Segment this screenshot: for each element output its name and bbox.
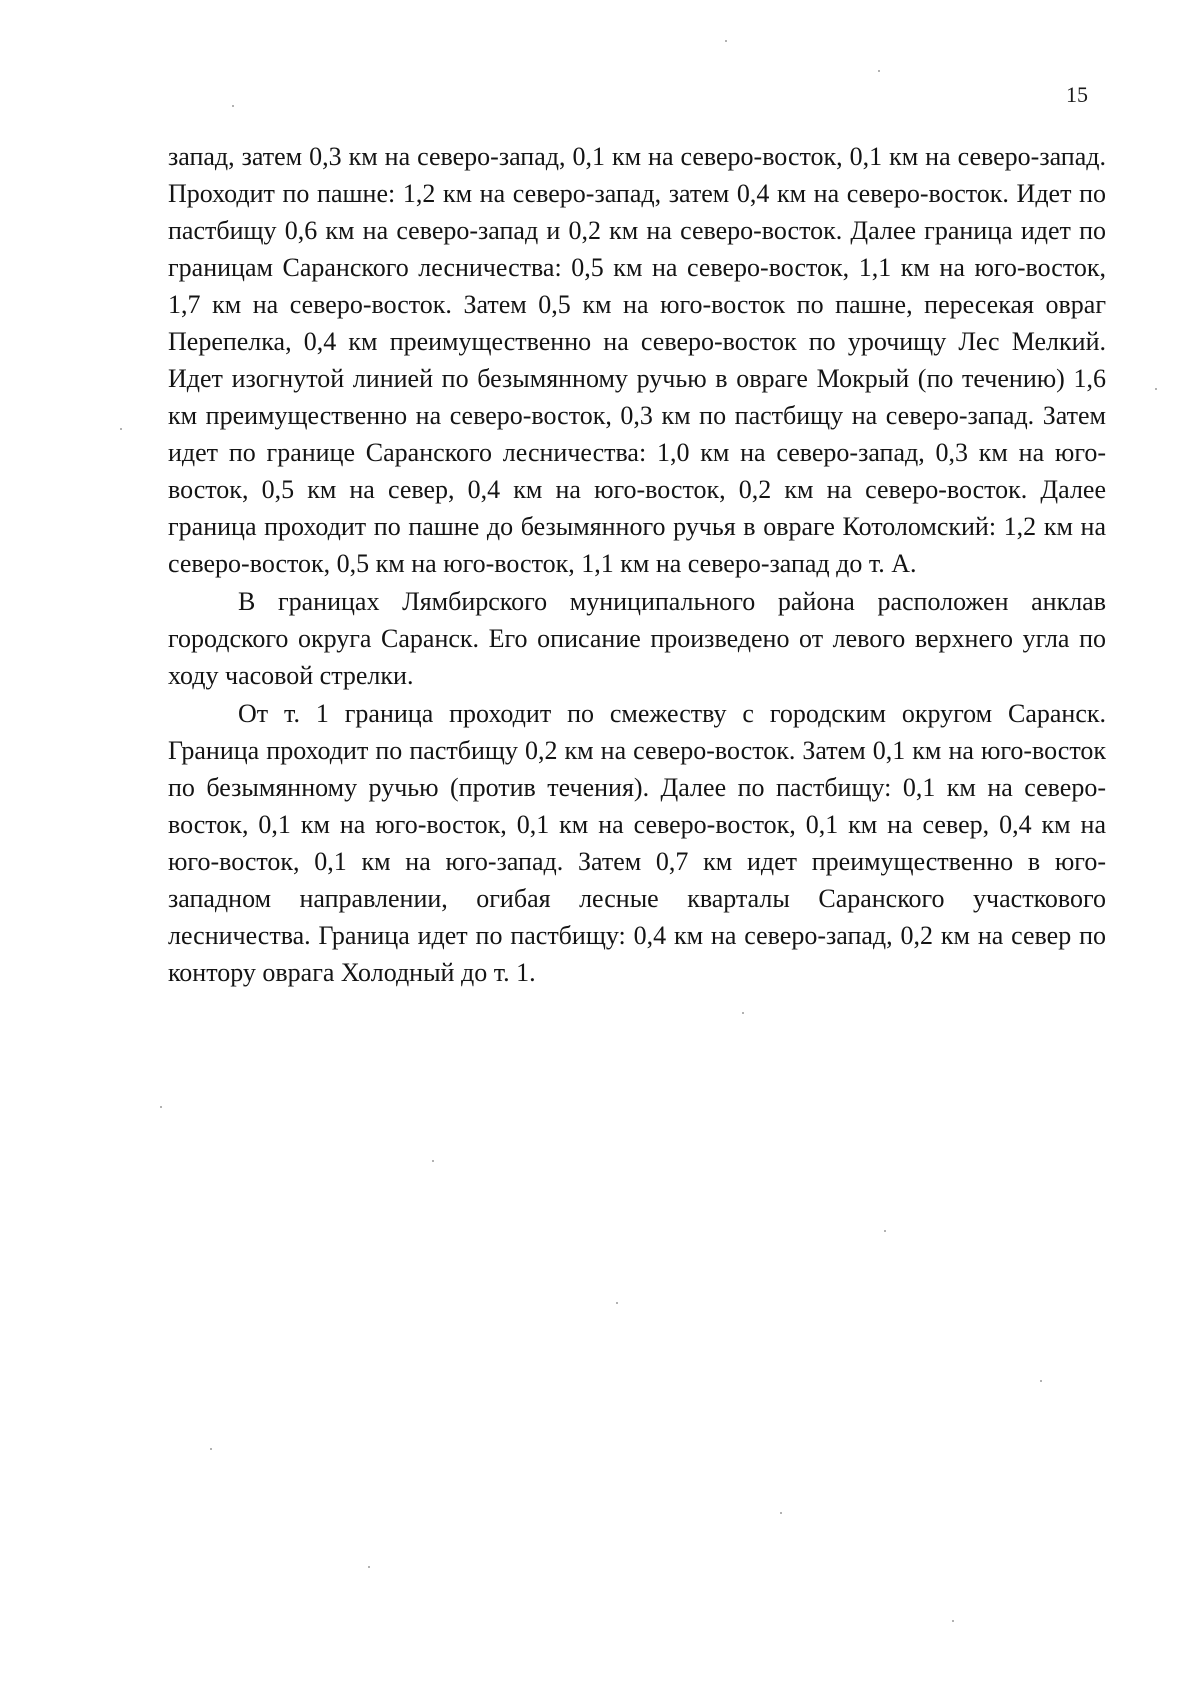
scan-speck — [120, 428, 122, 430]
scan-speck — [725, 40, 727, 42]
scan-speck — [742, 1012, 744, 1014]
document-body — [168, 138, 1106, 992]
scan-speck — [884, 1230, 886, 1232]
scan-speck — [160, 1106, 162, 1108]
paragraph-enclave-intro: В границах Лямбирского муниципального района расположен анклав городского округа Саранск. Его описание произведено от левого верхнего угла по ходу часовой стрелки. — [168, 587, 1106, 690]
page-number: 15 — [1066, 82, 1088, 107]
scan-speck — [210, 1448, 212, 1450]
scan-speck — [780, 1512, 782, 1514]
scan-speck — [616, 1302, 618, 1304]
scan-speck — [1155, 388, 1157, 390]
scan-speck — [432, 1160, 434, 1162]
paragraph-enclave-boundary: От т. 1 граница проходит по смежеству с городским округом Саранск. Граница проходит по пастбищу 0,2 км на северо-восток. Затем 0,1 км на юго-восток по безымянному ручью (против течения). Далее по пастбищу: 0,1 км на северо-восток, 0,1 км на юго-восток, 0,1 км на северо-восток, 0,1 км на север, 0,4 км на юго-восток, 0,1 км на юго-запад. Затем 0,7 км идет преимущественно в юго-западном направлении, огибая лесные кварталы Саранского участкового лесничества. Граница идет по пастбищу: 0,4 км на северо-запад, 0,2 км на север по контору оврага Холодный до т. 1. — [168, 699, 1106, 987]
scan-speck — [368, 1566, 370, 1568]
paragraph-continuation: запад, затем 0,3 км на северо-запад, 0,1 км на северо-восток, 0,1 км на северо-запад. Проходит по пашне: 1,2 км на северо-запад, затем 0,4 км на северо-восток. Идет по пастбищу 0,6 км на северо-запад и 0,2 км на северо-восток. Далее граница идет по границам Саранского лесничества: 0,5 км на северо-восток, 1,1 км на юго-восток, 1,7 км на северо-восток. Затем 0,5 км на юго-восток по пашне, пересекая овраг Перепелка, 0,4 км преимущественно на северо-восток по урочищу Лес Мелкий. Идет изогнутой линией по безымянному ручью в овраге Мокрый (по течению) 1,6 км преимущественно на северо-восток, 0,3 км по пастбищу на северо-запад. Затем идет по границе Саранского лесничества: 1,0 км на северо-запад, 0,3 км на юго-восток, 0,5 км на север, 0,4 км на юго-восток, 0,2 км на северо-восток. Далее граница проходит по пашне до безымянного ручья в овраге Котоломский: 1,2 км на северо-восток, 0,5 км на юго-восток, 1,1 км на северо-запад до т. А. — [168, 142, 1106, 578]
scan-speck — [232, 105, 234, 107]
scan-speck — [878, 70, 880, 72]
scan-speck — [952, 1620, 954, 1622]
scan-speck — [1040, 1380, 1042, 1382]
